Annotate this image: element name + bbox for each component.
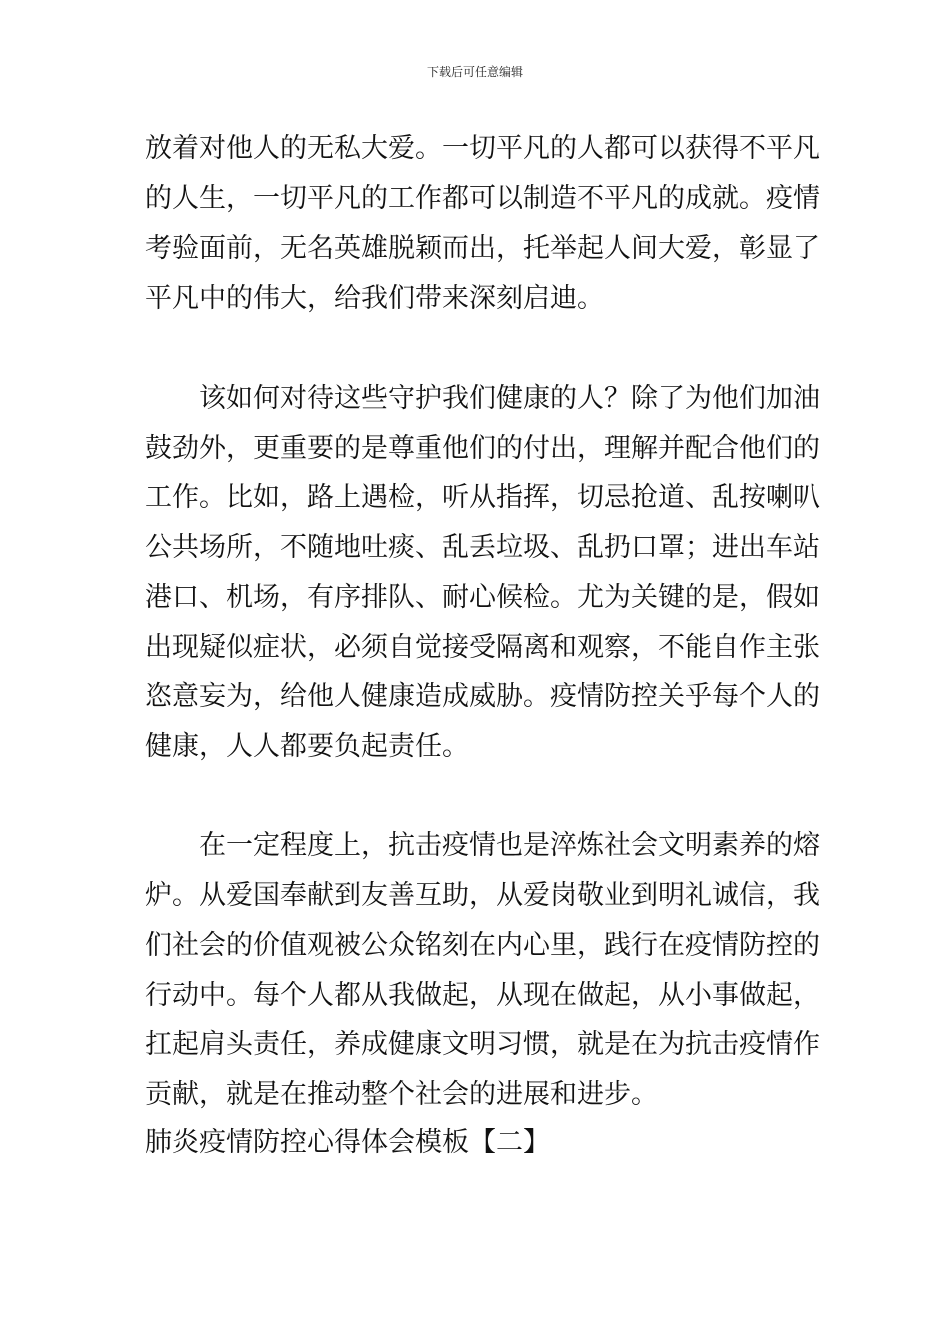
paragraph-line: 放着对他人的无私大爱。一切平凡的人都可以获得不平凡 <box>145 133 820 164</box>
paragraph-line: 恣意妄为，给他人健康造成威胁。疫情防控关乎每个人的 <box>145 681 820 712</box>
paragraph-line: 在一定程度上，抗击疫情也是淬炼社会文明素养的熔 <box>199 830 820 861</box>
paragraph-line: 的人生，一切平凡的工作都可以制造不平凡的成就。疫情 <box>145 183 820 214</box>
section-title: 肺炎疫情防控心得体会模板【二】 <box>145 1127 550 1158</box>
paragraph-line: 平凡中的伟大，给我们带来深刻启迪。 <box>145 283 604 314</box>
paragraph-line: 工作。比如，路上遇检，听从指挥，切忌抢道、乱按喇叭 <box>145 482 820 513</box>
paragraph-line: 考验面前，无名英雄脱颖而出，托举起人间大爱，彰显了 <box>145 233 820 264</box>
paragraph-line: 出现疑似症状，必须自觉接受隔离和观察，不能自作主张 <box>145 632 820 663</box>
paragraph-line: 港口、机场，有序排队、耐心候检。尤为关键的是，假如 <box>145 582 820 613</box>
paragraph-line: 公共场所，不随地吐痰、乱丢垃圾、乱扔口罩；进出车站 <box>145 532 820 563</box>
paragraph-line: 炉。从爱国奉献到友善互助，从爱岗敬业到明礼诚信，我 <box>145 880 820 911</box>
paragraph-line: 行动中。每个人都从我做起，从现在做起，从小事做起， <box>145 980 820 1011</box>
paragraph-line: 鼓劲外，更重要的是尊重他们的付出，理解并配合他们的 <box>145 433 820 464</box>
paragraph-line: 健康，人人都要负起责任。 <box>145 731 469 762</box>
paragraph-line: 们社会的价值观被公众铭刻在内心里，践行在疫情防控的 <box>145 930 820 961</box>
page-header-note: 下载后可任意编辑 <box>426 65 523 79</box>
paragraph-line: 该如何对待这些守护我们健康的人？除了为他们加油 <box>199 383 820 414</box>
paragraph-line: 贡献，就是在推动整个社会的进展和进步。 <box>145 1079 658 1110</box>
paragraph-line: 扛起肩头责任，养成健康文明习惯，就是在为抗击疫情作 <box>145 1029 820 1060</box>
